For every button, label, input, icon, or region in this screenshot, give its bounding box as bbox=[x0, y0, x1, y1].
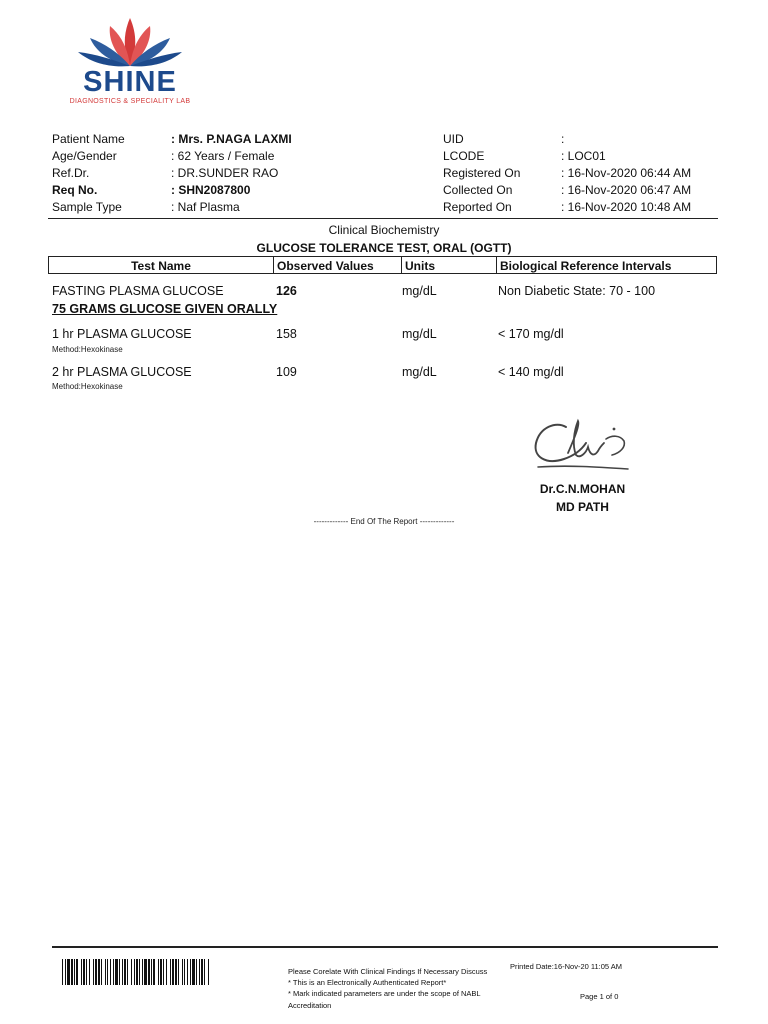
barcode-bar bbox=[86, 959, 87, 985]
barcode-bar bbox=[166, 959, 167, 985]
barcode-bar bbox=[160, 959, 162, 985]
uid-value: : bbox=[561, 132, 565, 146]
barcode-bar bbox=[93, 959, 94, 985]
test-title: GLUCOSE TOLERANCE TEST, ORAL (OGTT) bbox=[256, 241, 512, 255]
lcode-label: LCODE bbox=[443, 149, 485, 163]
barcode-bar bbox=[127, 959, 128, 985]
barcode-bar bbox=[148, 959, 150, 985]
footer-note-4: Accreditation bbox=[288, 1001, 332, 1010]
row-2hr-value: 109 bbox=[276, 365, 297, 379]
lotus-icon bbox=[50, 14, 210, 70]
barcode-bar bbox=[184, 959, 185, 985]
barcode-bar bbox=[65, 959, 66, 985]
printed-date: Printed Date:16-Nov-20 11:05 AM bbox=[510, 962, 623, 971]
logo-tagline: DIAGNOSTICS & SPECIALITY LAB bbox=[69, 98, 191, 105]
barcode-bar bbox=[81, 959, 82, 985]
col-observed-values: Observed Values bbox=[273, 257, 401, 273]
barcode-bar bbox=[153, 959, 155, 985]
sample-type-label: Sample Type bbox=[52, 200, 122, 214]
patient-name-label: Patient Name bbox=[52, 132, 125, 146]
row-1hr-method: Method:Hexokinase bbox=[52, 345, 123, 354]
page-number: Page 1 of 0 bbox=[580, 992, 619, 1001]
barcode-bar bbox=[208, 959, 209, 985]
row-2hr-name: 2 hr PLASMA GLUCOSE bbox=[52, 365, 192, 379]
barcode-bar bbox=[98, 959, 100, 985]
req-no-value: : SHN2087800 bbox=[171, 183, 251, 197]
patient-name-value: : Mrs. P.NAGA LAXMI bbox=[171, 132, 292, 146]
collected-on-label: Collected On bbox=[443, 183, 513, 197]
barcode-bar bbox=[67, 959, 70, 985]
row-fasting-unit: mg/dL bbox=[402, 284, 437, 298]
age-gender-label: Age/Gender bbox=[52, 149, 117, 163]
row-1hr-value: 158 bbox=[276, 327, 297, 341]
barcode-bar bbox=[139, 959, 140, 985]
sample-type-value: : Naf Plasma bbox=[171, 200, 240, 214]
barcode-bar bbox=[178, 959, 179, 985]
barcode-bar bbox=[83, 959, 85, 985]
barcode-bar bbox=[113, 959, 114, 985]
logo-wordmark: SHINE bbox=[83, 66, 177, 98]
footer-note-1: Please Corelate With Clinical Findings If Necessary Discuss bbox=[288, 967, 488, 976]
footer-note-3: * Mark indicated parameters are under the scope of NABL bbox=[288, 989, 481, 998]
col-reference-intervals: Biological Reference Intervals bbox=[496, 257, 716, 273]
req-no-label: Req No. bbox=[52, 183, 98, 197]
barcode-bar bbox=[119, 959, 120, 985]
row-fasting-value: 126 bbox=[276, 284, 297, 298]
barcode-bar bbox=[89, 959, 90, 985]
barcode-bar bbox=[122, 959, 123, 985]
barcode-bar bbox=[95, 959, 97, 985]
row-2hr-unit: mg/dL bbox=[402, 365, 437, 379]
footer-divider bbox=[52, 946, 718, 948]
reported-on-value: : 16-Nov-2020 10:48 AM bbox=[561, 200, 692, 214]
barcode-bar bbox=[105, 959, 106, 985]
barcode-bar bbox=[74, 959, 75, 985]
barcode-bar bbox=[76, 959, 78, 985]
barcode-bar bbox=[187, 959, 188, 985]
col-units: Units bbox=[401, 257, 496, 273]
row-fasting-name: FASTING PLASMA GLUCOSE bbox=[52, 284, 224, 298]
row-1hr-unit: mg/dL bbox=[402, 327, 437, 341]
registered-on-value: : 16-Nov-2020 06:44 AM bbox=[561, 166, 692, 180]
uid-label: UID bbox=[443, 132, 464, 146]
lcode-value: : LOC01 bbox=[561, 149, 606, 163]
barcode-bar bbox=[192, 959, 195, 985]
barcode-bar bbox=[110, 959, 111, 985]
age-gender-value: : 62 Years / Female bbox=[171, 149, 275, 163]
ref-dr-value: : DR.SUNDER RAO bbox=[171, 166, 279, 180]
barcode-bar bbox=[158, 959, 159, 985]
row-1hr-range: < 170 mg/dl bbox=[498, 327, 564, 341]
barcode-bar bbox=[163, 959, 164, 985]
row-2hr-method: Method:Hexokinase bbox=[52, 382, 123, 391]
barcode-bar bbox=[175, 959, 177, 985]
end-of-report: ------------- End Of The Report ------------- bbox=[313, 517, 455, 526]
barcode-bar bbox=[144, 959, 147, 985]
barcode-bar bbox=[131, 959, 132, 985]
barcode-bar bbox=[71, 959, 73, 985]
barcode-bar bbox=[196, 959, 197, 985]
row-1hr-name: 1 hr PLASMA GLUCOSE bbox=[52, 327, 192, 341]
signatory-name: Dr.C.N.MOHAN bbox=[539, 482, 626, 496]
footer-note-2: * This is an Electronically Authenticated Report* bbox=[288, 978, 447, 987]
barcode-bar bbox=[101, 959, 102, 985]
results-table-header bbox=[48, 256, 717, 274]
barcode-bar bbox=[190, 959, 191, 985]
department-heading: Clinical Biochemistry bbox=[328, 223, 440, 237]
reported-on-label: Reported On bbox=[443, 200, 512, 214]
barcode-bar bbox=[182, 959, 183, 985]
collected-on-value: : 16-Nov-2020 06:47 AM bbox=[561, 183, 692, 197]
glucose-load-note: 75 GRAMS GLUCOSE GIVEN ORALLY bbox=[52, 302, 278, 316]
barcode-bar bbox=[199, 959, 200, 985]
barcode bbox=[62, 959, 210, 985]
col-test-name: Test Name bbox=[131, 259, 191, 273]
barcode-bar bbox=[115, 959, 118, 985]
barcode-bar bbox=[136, 959, 138, 985]
barcode-bar bbox=[170, 959, 171, 985]
barcode-bar bbox=[142, 959, 143, 985]
ref-dr-label: Ref.Dr. bbox=[52, 166, 90, 180]
barcode-bar bbox=[172, 959, 174, 985]
header-divider bbox=[48, 218, 718, 219]
signatory-degree: MD PATH bbox=[556, 500, 609, 514]
registered-on-label: Registered On bbox=[443, 166, 521, 180]
barcode-bar bbox=[124, 959, 126, 985]
barcode-bar bbox=[204, 959, 205, 985]
row-fasting-range: Non Diabetic State: 70 - 100 bbox=[498, 284, 656, 298]
lab-logo bbox=[50, 14, 210, 110]
barcode-bar bbox=[151, 959, 152, 985]
barcode-bar bbox=[134, 959, 135, 985]
barcode-bar bbox=[107, 959, 108, 985]
row-2hr-range: < 140 mg/dl bbox=[498, 365, 564, 379]
doctor-signature bbox=[528, 413, 636, 477]
barcode-bar bbox=[62, 959, 63, 985]
barcode-bar bbox=[201, 959, 203, 985]
